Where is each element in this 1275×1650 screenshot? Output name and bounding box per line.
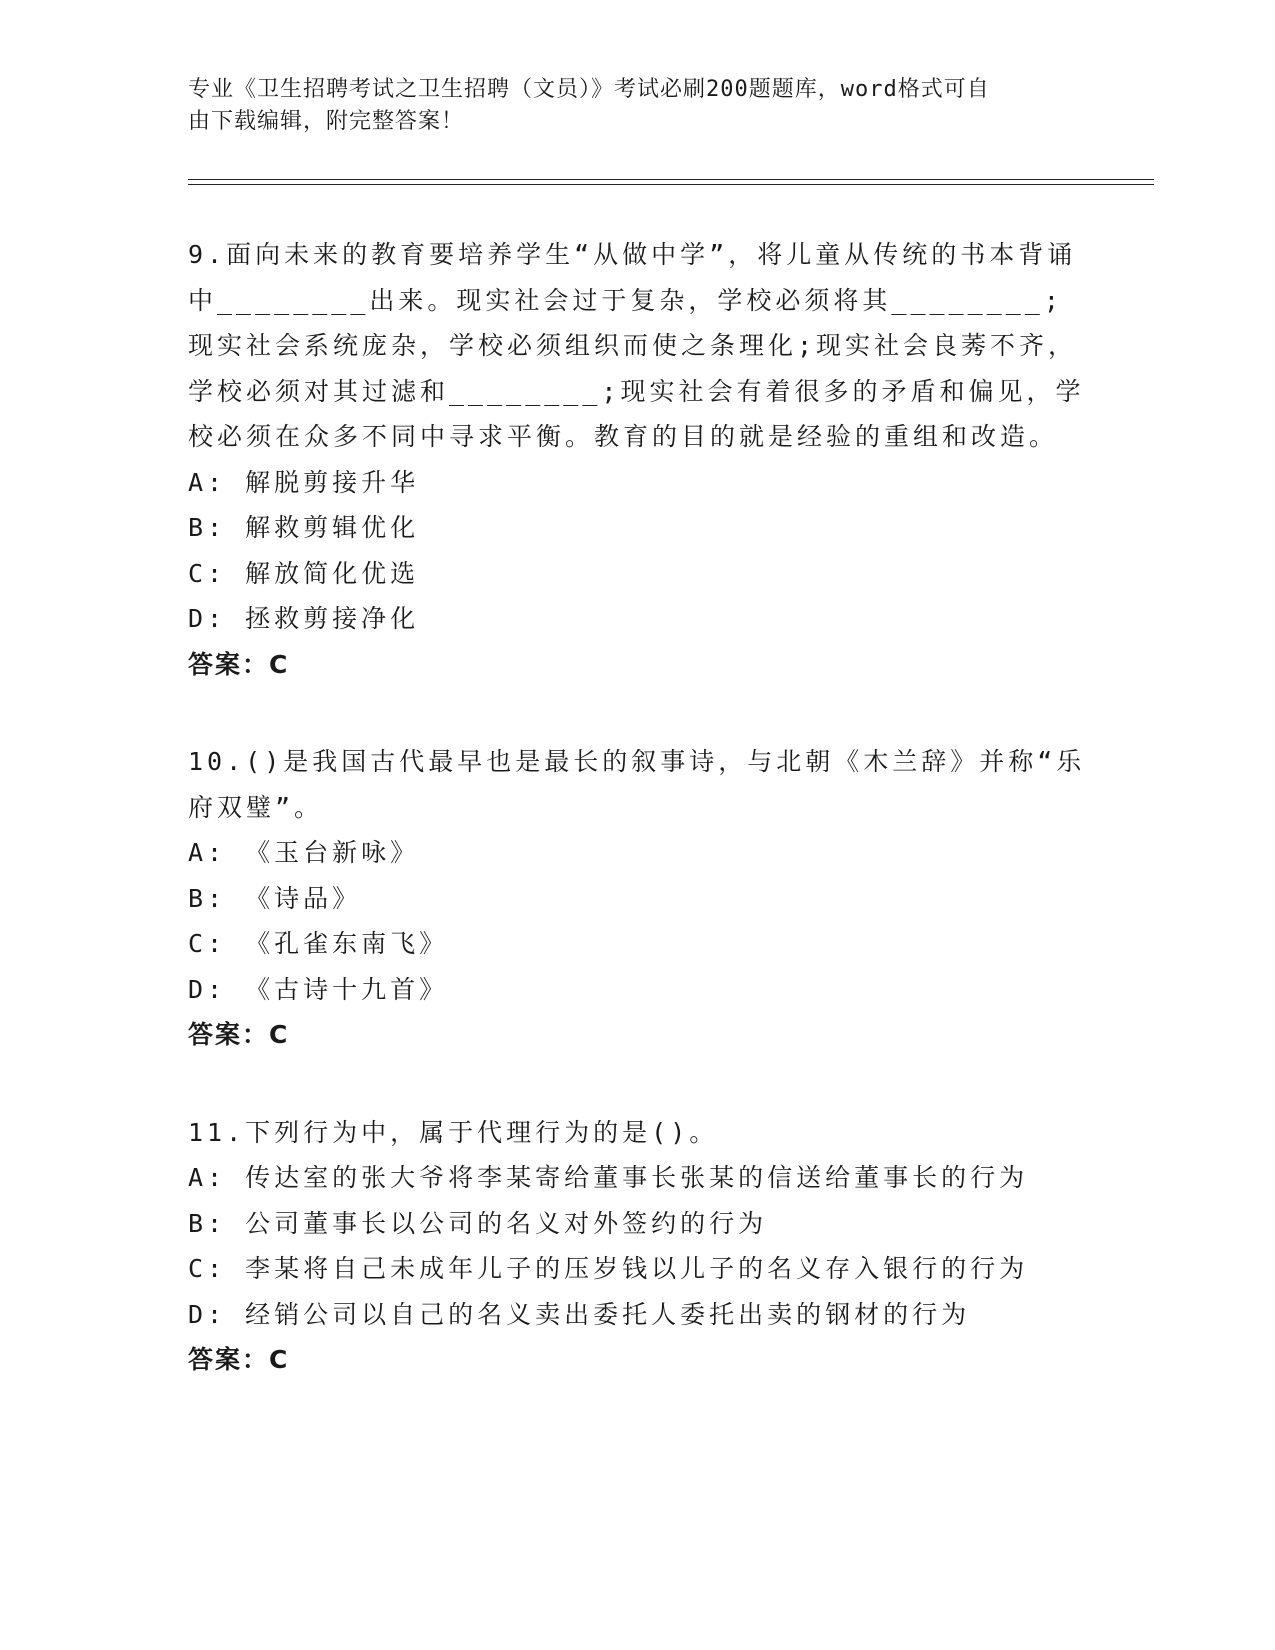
option-b: B: 公司董事长以公司的名义对外签约的行为 [188, 1208, 768, 1238]
option-d: D: 《古诗十九首》 [188, 974, 449, 1004]
answer-line: 答案：C [188, 1345, 290, 1374]
header-line-1: 专业《卫生招聘考试之卫生招聘（文员）》考试必刷200题题库，word格式可自 [188, 77, 990, 102]
header-divider-bottom [188, 184, 1154, 185]
option-c: C: 李某将自己未成年儿子的压岁钱以儿子的名义存入银行的行为 [188, 1254, 1029, 1283]
option-a: A: 解脱剪接升华 [188, 467, 420, 497]
question-stem: 10.()是我国古代最早也是最长的叙事诗，与北朝《木兰辞》并称“乐府双璧”。 [188, 747, 1086, 822]
question-11 [188, 1110, 1088, 1383]
question-stem: 11.下列行为中，属于代理行为的是()。 [188, 1117, 719, 1147]
option-a: A: 传达室的张大爷将李某寄给董事长张某的信送给董事长的行为 [188, 1163, 1029, 1192]
option-d: D: 拯救剪接净化 [188, 604, 420, 633]
option-c: C: 解放简化优选 [188, 558, 420, 588]
answer-line: 答案：C [188, 649, 290, 679]
document-header [188, 74, 1068, 138]
question-9 [188, 232, 1088, 687]
option-d: D: 经销公司以自己的名义卖出委托人委托出卖的钢材的行为 [188, 1299, 971, 1329]
header-divider-top [188, 179, 1154, 180]
header-line-2: 由下载编辑，附完整答案！ [188, 109, 465, 134]
question-stem: 9.面向未来的教育要培养学生“从做中学”，将儿童从传统的书本背诵中________出来。现实社会过于复杂，学校必须将其________;现实社会系统庞杂，学校必须组织而使之条理化;现实社会良莠不齐，学校必须对其过滤和________;现实社会有着很多的矛盾和偏见，学校必须在众多不同中寻求平衡。教育的目的就是经验的重组和改造。 [188, 240, 1085, 451]
option-c: C: 《孔雀东南飞》 [188, 929, 449, 958]
option-b: B: 解救剪辑优化 [188, 513, 420, 542]
option-b: B: 《诗品》 [188, 883, 362, 913]
question-list [188, 232, 1088, 1435]
answer-line: 答案：C [188, 1020, 290, 1049]
option-a: A: 《玉台新咏》 [188, 838, 420, 867]
question-10 [188, 739, 1088, 1058]
